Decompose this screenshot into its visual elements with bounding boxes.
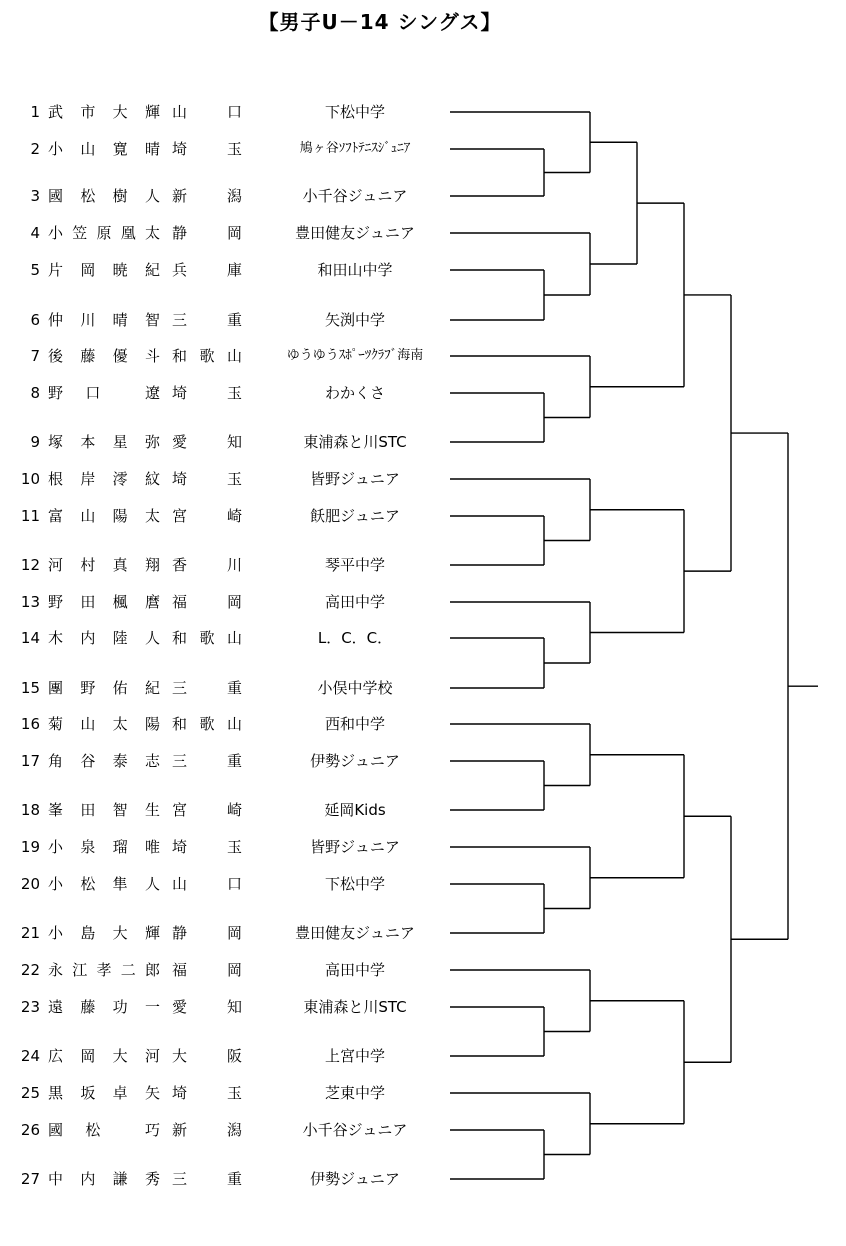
club-name: 琴平中学 [324, 556, 385, 574]
prefecture: 愛 知 [172, 998, 242, 1016]
entry-number: 8 [30, 384, 40, 402]
player-name: 遠 藤 功 一 [48, 998, 160, 1016]
prefecture: 福 岡 [172, 593, 242, 611]
entry-number: 25 [20, 1084, 40, 1102]
entry-number: 23 [20, 998, 40, 1016]
prefecture: 福 岡 [172, 961, 242, 979]
club-name: 芝東中学 [324, 1084, 385, 1102]
prefecture: 愛 知 [172, 433, 242, 451]
club-name: 小千谷ジュニア [302, 187, 408, 205]
player-name: 黒 坂 卓 矢 [48, 1084, 160, 1102]
prefecture: 大 阪 [172, 1047, 242, 1065]
club-name: 鳩ヶ谷ｿﾌﾄﾃﾆｽｼﾞｭﾆｱ [299, 141, 411, 156]
prefecture: 新 潟 [172, 1121, 242, 1139]
club-name: L．C．C． [317, 629, 393, 647]
club-name: 高田中学 [324, 593, 385, 611]
entry-number: 26 [20, 1121, 40, 1139]
prefecture: 和 歌 山 [172, 629, 242, 647]
prefecture: 埼 玉 [172, 140, 242, 158]
club-name: 矢渕中学 [324, 311, 385, 329]
club-name: 飫肥ジュニア [310, 507, 400, 525]
prefecture: 山 口 [172, 875, 242, 893]
player-name: 根 岸 澪 紋 [48, 470, 160, 488]
entry-number: 2 [30, 140, 40, 158]
prefecture: 山 口 [172, 103, 242, 121]
player-name: 團 野 佑 紀 [48, 679, 160, 697]
club-name: 西和中学 [324, 715, 385, 733]
prefecture: 和 歌 山 [172, 715, 242, 733]
entry-number: 21 [20, 924, 40, 942]
player-name: 菊 山 太 陽 [48, 715, 160, 733]
club-name: 伊勢ジュニア [310, 752, 400, 770]
player-name: 中 内 謙 秀 [48, 1170, 160, 1188]
prefecture: 埼 玉 [172, 384, 242, 402]
club-name: 高田中学 [324, 961, 385, 979]
club-name: 皆野ジュニア [310, 838, 400, 856]
player-name: 小 島 大 輝 [48, 924, 160, 942]
player-name: 木 内 陸 人 [48, 629, 160, 647]
player-name: 峯 田 智 生 [48, 801, 160, 819]
club-name: 豊田健友ジュニア [295, 224, 415, 242]
club-name: 小千谷ジュニア [302, 1121, 408, 1139]
prefecture: 埼 玉 [172, 1084, 242, 1102]
club-name: ゆうゆうｽﾎﾟｰﾂｸﾗﾌﾞ海南 [286, 348, 424, 363]
player-name: 永 江 孝 二 郎 [48, 961, 160, 979]
prefecture: 静 岡 [172, 924, 242, 942]
entry-number: 12 [20, 556, 40, 574]
player-name: 國 松 巧 [48, 1121, 160, 1139]
entry-number: 1 [30, 103, 40, 121]
player-name: 小 山 寛 晴 [48, 140, 160, 158]
club-name: 東浦森と川STC [303, 998, 407, 1016]
player-name: 野 口 遼 [48, 384, 160, 402]
club-name: 伊勢ジュニア [310, 1170, 400, 1188]
entry-number: 18 [20, 801, 40, 819]
prefecture: 三 重 [172, 311, 242, 329]
prefecture: 新 潟 [172, 187, 242, 205]
club-name: わかくさ [324, 384, 385, 402]
player-name: 國 松 樹 人 [48, 187, 160, 205]
club-name: 上宮中学 [324, 1047, 385, 1065]
prefecture: 埼 玉 [172, 470, 242, 488]
player-name: 仲 川 晴 智 [48, 311, 160, 329]
prefecture: 静 岡 [172, 224, 242, 242]
entry-number: 14 [20, 629, 40, 647]
entry-number: 5 [30, 261, 40, 279]
club-name: 東浦森と川STC [303, 433, 407, 451]
player-name: 角 谷 泰 志 [48, 752, 160, 770]
prefecture: 三 重 [172, 752, 242, 770]
entry-number: 24 [20, 1047, 40, 1065]
entry-number: 13 [20, 593, 40, 611]
club-name: 和田山中学 [317, 261, 393, 279]
page-title: 【男子U－14 シングス】 [258, 10, 502, 34]
entry-number: 20 [20, 875, 40, 893]
prefecture: 兵 庫 [172, 261, 242, 279]
player-name: 小 泉 瑠 唯 [48, 838, 160, 856]
club-name: 小俣中学校 [317, 679, 393, 697]
entry-number: 15 [20, 679, 40, 697]
player-name: 武 市 大 輝 [48, 103, 160, 121]
entry-number: 4 [30, 224, 40, 242]
prefecture: 埼 玉 [172, 838, 242, 856]
club-name: 皆野ジュニア [310, 470, 400, 488]
player-name: 野 田 楓 麿 [48, 593, 160, 611]
entry-number: 17 [20, 752, 40, 770]
player-name: 塚 本 星 弥 [48, 433, 160, 451]
player-name: 富 山 陽 太 [48, 507, 160, 525]
entry-number: 11 [20, 507, 40, 525]
entry-number: 22 [20, 961, 40, 979]
entry-number: 7 [30, 347, 40, 365]
player-name: 片 岡 暁 紀 [48, 261, 160, 279]
player-name: 広 岡 大 河 [48, 1047, 160, 1065]
club-name: 下松中学 [324, 875, 385, 893]
player-name: 後 藤 優 斗 [48, 347, 160, 365]
prefecture: 宮 崎 [172, 801, 242, 819]
entry-number: 3 [30, 187, 40, 205]
prefecture: 和 歌 山 [172, 347, 242, 365]
entry-number: 27 [20, 1170, 40, 1188]
club-name: 下松中学 [324, 103, 385, 121]
entry-number: 16 [20, 715, 40, 733]
player-name: 小 笠 原 凰 太 [48, 224, 160, 242]
prefecture: 三 重 [172, 1170, 242, 1188]
player-name: 小 松 隼 人 [48, 875, 160, 893]
entry-number: 9 [30, 433, 40, 451]
prefecture: 香 川 [172, 556, 242, 574]
entry-number: 19 [20, 838, 40, 856]
prefecture: 三 重 [172, 679, 242, 697]
club-name: 延岡Kids [324, 801, 386, 819]
player-name: 河 村 真 翔 [48, 556, 160, 574]
prefecture: 宮 崎 [172, 507, 242, 525]
club-name: 豊田健友ジュニア [295, 924, 415, 942]
entry-number: 10 [20, 470, 40, 488]
entry-number: 6 [30, 311, 40, 329]
